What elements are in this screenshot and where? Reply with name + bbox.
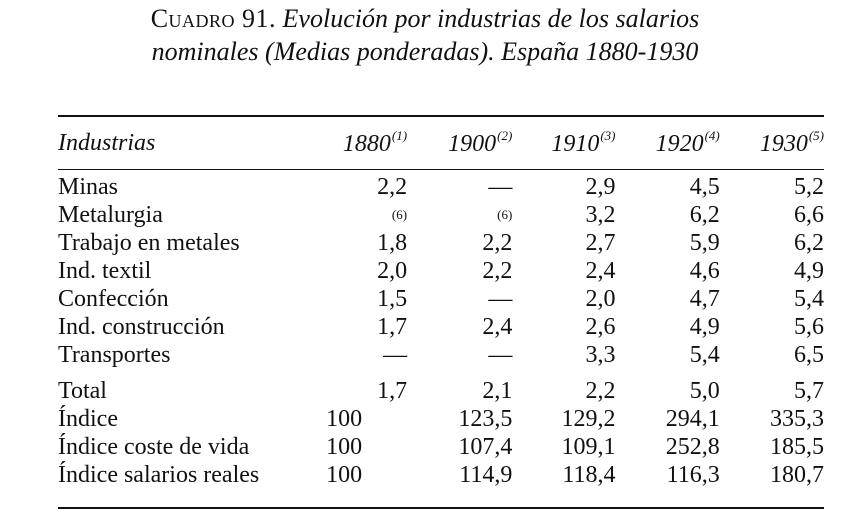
cell-1920: 5,0 bbox=[689, 378, 720, 404]
header-year-1910 bbox=[512, 117, 615, 169]
row-label: Ind. construcción bbox=[58, 314, 225, 340]
header-year-1920 bbox=[616, 117, 720, 169]
cell-1910: 2,0 bbox=[585, 286, 616, 312]
cell-1910: 2,6 bbox=[585, 314, 616, 340]
cell-1880: 2,2 bbox=[377, 174, 408, 200]
cell-1910: 118,4 bbox=[562, 462, 616, 488]
cell-1920: 252,8 bbox=[665, 434, 720, 460]
year-label: 1880 bbox=[342, 131, 391, 157]
cell-1900: 107,4 bbox=[458, 434, 513, 460]
footnote-mark: (2) bbox=[497, 128, 513, 143]
table-row bbox=[58, 257, 824, 285]
cell-1880: 100 bbox=[326, 462, 363, 488]
row-label: Ind. textil bbox=[58, 258, 152, 284]
cell-1910: 2,9 bbox=[585, 174, 616, 200]
summary-row-index bbox=[58, 405, 824, 433]
header-year-1900 bbox=[407, 117, 512, 169]
row-label: Transportes bbox=[58, 342, 171, 368]
cell-1910: 2,2 bbox=[585, 378, 616, 404]
table-bottom-rule bbox=[58, 507, 824, 509]
cell-1880: 1,8 bbox=[377, 230, 408, 256]
cell-1880: 1,7 bbox=[377, 314, 408, 340]
year-label: 1910 bbox=[551, 131, 600, 157]
row-label: Índice bbox=[58, 406, 118, 432]
caption-text-1: Evolución por industrias de los salarios bbox=[282, 4, 700, 33]
cell-1910: 109,1 bbox=[561, 434, 616, 460]
cell-1910: 3,2 bbox=[585, 202, 616, 228]
cell-1900: 2,1 bbox=[482, 378, 513, 404]
cell-1910: 3,3 bbox=[585, 342, 616, 368]
row-label: Total bbox=[58, 378, 107, 404]
caption-line-1 bbox=[0, 2, 850, 35]
summary-row-cost-of-living bbox=[58, 433, 824, 461]
row-label: Índice coste de vida bbox=[58, 434, 250, 460]
table-row bbox=[58, 285, 824, 313]
year-label: 1920 bbox=[655, 131, 704, 157]
cell-1930: 5,2 bbox=[794, 174, 824, 200]
cell-1930: 5,6 bbox=[794, 314, 824, 340]
table-row bbox=[58, 229, 824, 257]
summary-row-real-wages bbox=[58, 461, 824, 489]
year-label: 1900 bbox=[448, 131, 497, 157]
wages-table bbox=[58, 117, 824, 489]
cell-1900: — bbox=[488, 286, 513, 312]
cell-1900: 2,2 bbox=[482, 230, 513, 256]
cell-1920: 4,9 bbox=[689, 314, 720, 340]
summary-row-total bbox=[58, 369, 824, 405]
footnote-mark: (3) bbox=[600, 128, 616, 143]
cell-1900-footnote: (6) bbox=[497, 207, 513, 222]
header-year-1930 bbox=[720, 117, 824, 169]
cell-1900: 123,5 bbox=[458, 406, 513, 432]
cell-1910: 2,7 bbox=[585, 230, 616, 256]
cell-1880: 100 bbox=[326, 434, 363, 460]
cell-1920: 294,1 bbox=[665, 406, 720, 432]
cell-1880: — bbox=[383, 342, 408, 368]
cell-1880: 1,7 bbox=[377, 378, 408, 404]
table-row bbox=[58, 313, 824, 341]
footnote-mark: (4) bbox=[704, 128, 720, 143]
cell-1920: 4,5 bbox=[689, 174, 720, 200]
cell-1910: 2,4 bbox=[585, 258, 616, 284]
cell-1920: 4,7 bbox=[689, 286, 720, 312]
caption-text-2: nominales (Medias ponderadas). España 1880-1930 bbox=[151, 37, 699, 66]
cell-1880: 1,5 bbox=[377, 286, 408, 312]
cell-1930: 6,6 bbox=[794, 202, 824, 228]
cell-1900: — bbox=[488, 342, 513, 368]
cell-1920: 5,4 bbox=[689, 342, 720, 368]
cell-1930: 4,9 bbox=[794, 258, 824, 284]
cell-1910: 129,2 bbox=[561, 406, 616, 432]
cell-1900: 114,9 bbox=[459, 462, 513, 488]
cell-1930: 185,5 bbox=[770, 434, 824, 460]
cell-1930: 5,4 bbox=[794, 286, 824, 312]
cell-1900: 2,4 bbox=[482, 314, 513, 340]
cell-1880: 2,0 bbox=[377, 258, 408, 284]
row-label: Índice salarios reales bbox=[58, 462, 260, 488]
footnote-mark: (5) bbox=[808, 128, 824, 143]
row-label: Minas bbox=[58, 174, 118, 200]
table-row bbox=[58, 201, 824, 229]
cell-1930: 335,3 bbox=[770, 406, 824, 432]
cell-1930: 6,2 bbox=[794, 230, 824, 256]
header-row bbox=[58, 117, 824, 169]
cell-1880: 100 bbox=[326, 406, 363, 432]
table-row bbox=[58, 341, 824, 369]
cell-1930: 6,5 bbox=[794, 342, 824, 368]
cell-1920: 4,6 bbox=[689, 258, 720, 284]
footnote-mark: (1) bbox=[391, 128, 408, 143]
cell-1920: 6,2 bbox=[689, 202, 720, 228]
cell-1900: 2,2 bbox=[482, 258, 513, 284]
row-label: Metalurgia bbox=[58, 202, 163, 228]
header-year-1880 bbox=[326, 117, 407, 169]
table-caption bbox=[0, 2, 850, 68]
header-industrias: Industrias bbox=[58, 129, 156, 156]
cell-1920: 5,9 bbox=[689, 230, 720, 256]
row-label: Trabajo en metales bbox=[58, 230, 240, 256]
table-row bbox=[58, 169, 824, 201]
cell-1930: 5,7 bbox=[794, 378, 824, 404]
cell-1930: 180,7 bbox=[770, 462, 824, 488]
table-number: Cuadro 91. bbox=[150, 4, 277, 33]
year-label: 1930 bbox=[759, 131, 808, 157]
cell-1900: — bbox=[488, 174, 513, 200]
cell-1880-footnote: (6) bbox=[391, 207, 408, 222]
cell-1920: 116,3 bbox=[666, 462, 720, 488]
row-label: Confección bbox=[58, 286, 169, 312]
